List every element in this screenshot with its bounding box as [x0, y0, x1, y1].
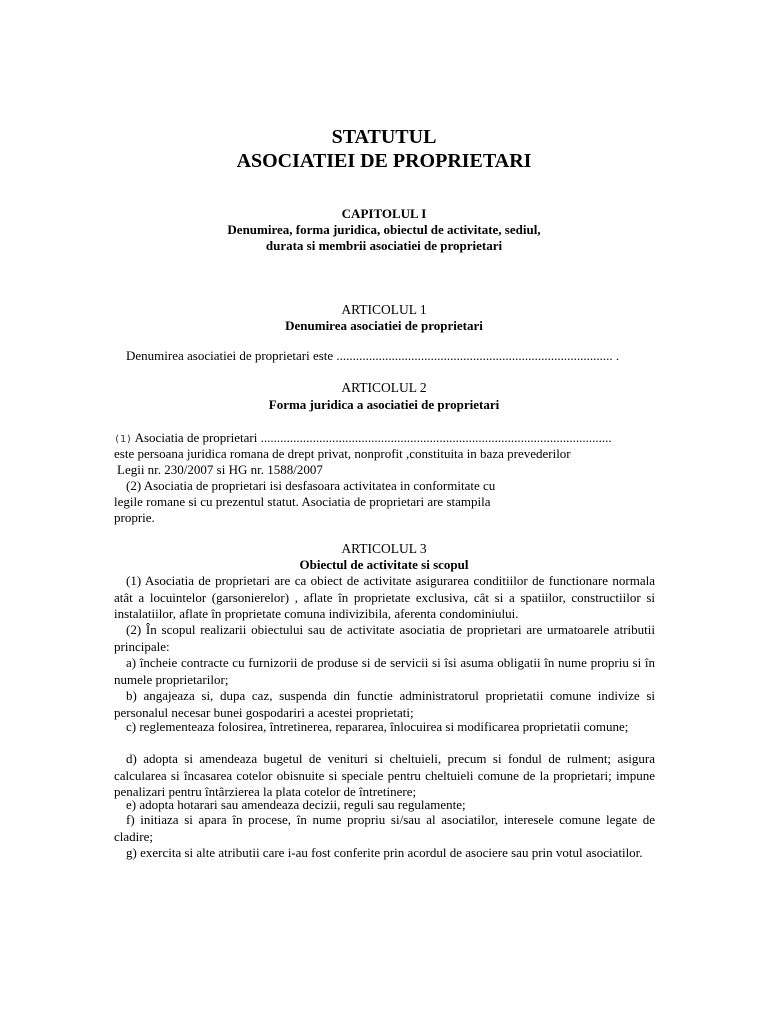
article2-para1-line1-text: Asociatia de proprietari ............................................................................................................	[134, 430, 612, 445]
article3-item-f: f) initiaza si apara în procese, în nume propriu si/sau al asociatilor, interesele comune legate de cladire;	[114, 812, 655, 844]
article3-subtitle: Obiectul de activitate si scopul	[299, 557, 469, 572]
article2-subtitle: Forma juridica a asociatiei de proprietari	[268, 397, 500, 412]
article3-item-g: g) exercita si alte atributii care i-au fost conferite prin acordul de asociere sau prin votul asociatilor.	[126, 845, 643, 860]
chapter-subtitle-line2: durata si membrii asociatiei de proprietari	[265, 238, 503, 253]
article2-para2-line1: (2) Asociatia de proprietari isi desfasoara activitatea in conformitate cu	[126, 478, 496, 493]
article3-item-b: b) angajeaza si, dupa caz, suspenda din functie administratorul proprietatii comune indivize si personalul necesar bunei gospodariri a acestei proprietati;	[114, 688, 655, 720]
chapter-heading: CAPITOLUL I	[341, 206, 427, 221]
article2-heading: ARTICOLUL 2	[341, 380, 427, 395]
article3-item-d: d) adopta si amendeaza bugetul de venituri si cheltuieli, precum si fondul de rulment; asigura calcularea si încasarea cotelor obisnuite si speciale pentru cheltuieli comune de la proprietari; impune penalizari pentru întârzierea la plata cotelor de întretinere;	[114, 751, 655, 800]
paragraph-number-mark: (1)	[114, 434, 133, 445]
article3-heading: ARTICOLUL 3	[341, 541, 427, 556]
chapter-subtitle-line1: Denumirea, forma juridica, obiectul de activitate, sediul,	[227, 222, 541, 237]
article3-paragraph-2: (2) În scopul realizarii obiectului sau de activitate asociatia de proprietari are urmatoarele atributii principale:	[114, 622, 655, 654]
article3-item-a: a) încheie contracte cu furnizorii de produse si de servicii si îsi asuma obligatii în nume propriu si în numele proprietarilor;	[114, 655, 655, 687]
article2-para1-line2: este persoana juridica romana de drept privat, nonprofit ,constituita in baza prevederilor	[114, 446, 571, 461]
article1-subtitle: Denumirea asociatiei de proprietari	[285, 318, 483, 333]
article2-para2-line2: legile romane si cu prezentul statut. Asociatia de proprietari are stampila	[114, 494, 491, 509]
document-title-line2: ASOCIATIEI DE PROPRIETARI	[236, 150, 532, 172]
article1-text: Denumirea asociatiei de proprietari este ..................................................................................... .	[126, 348, 620, 363]
document-title-line1: STATUTUL	[331, 126, 437, 148]
article2-para1-line3: Legii nr. 230/2007 si HG nr. 1588/2007	[117, 462, 323, 477]
article2-para2-line3: proprie.	[114, 510, 155, 525]
article1-heading: ARTICOLUL 1	[341, 302, 427, 317]
article3-item-e: e) adopta hotarari sau amendeaza decizii, reguli sau regulamente;	[126, 797, 466, 812]
article3-item-c: c) reglementeaza folosirea, întretinerea, repararea, înlocuirea si modificarea proprietatii comune;	[126, 719, 629, 734]
article3-paragraph-1: (1) Asociatia de proprietari are ca obiect de activitate asigurarea conditiilor de functionare normala atât a locuintelor (garsonierelor) , aflate în proprietate exclusiva, cât si a spatiilor, constructiilor si instalatiilor, aflate în proprietate comuna indivizibila, aferenta condominiului.	[114, 573, 655, 622]
